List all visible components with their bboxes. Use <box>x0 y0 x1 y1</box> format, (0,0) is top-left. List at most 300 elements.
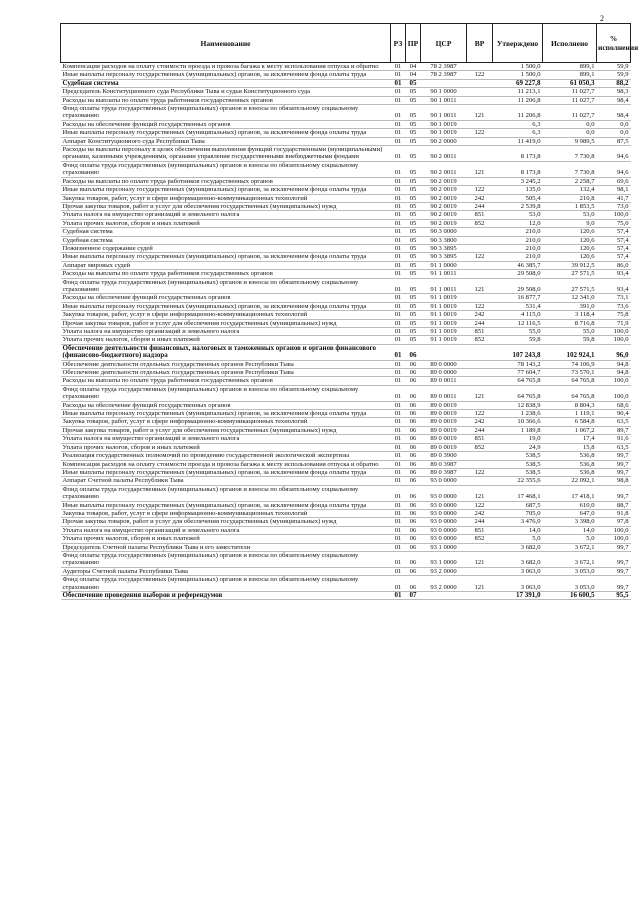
row-csr: 91 1 0019 <box>421 311 467 319</box>
row-rz: 01 <box>391 202 406 210</box>
row-name: Обеспечение деятельности финансовых, налоговых и таможенных органов и органов финансового (финансово-бюджетного) надзора <box>61 344 391 360</box>
row-name: Уплата прочих налогов, сборов и иных платежей <box>61 336 391 344</box>
row-approved: 55,0 <box>493 328 543 336</box>
row-executed: 55,0 <box>543 328 597 336</box>
row-percent: 94,8 <box>597 360 631 368</box>
row-vr: 851 <box>467 435 493 443</box>
row-csr: 89 0 0000 <box>421 369 467 377</box>
row-pr: 06 <box>406 485 421 501</box>
table-row <box>61 443 631 451</box>
row-csr: 93 2 0000 <box>421 576 467 592</box>
row-csr: 93 0 0000 <box>421 501 467 509</box>
row-rz: 01 <box>391 311 406 319</box>
row-percent: 68,6 <box>597 401 631 409</box>
table-row <box>61 477 631 485</box>
row-approved: 210,0 <box>493 236 543 244</box>
row-name: Компенсация расходов на оплату стоимости проезда и провоза багажа к месту использования отпуска и обратно <box>61 460 391 468</box>
row-name: Председатель Конституционного суда Республики Тыва и судьи Конституционного суда <box>61 88 391 96</box>
row-csr: 90 1 0019 <box>421 120 467 128</box>
row-approved: 64 765,8 <box>493 385 543 401</box>
row-approved: 12 838,9 <box>493 401 543 409</box>
row-name: Иные выплаты персоналу государственных (муниципальных) органов, за исключением фонда оплаты труда <box>61 71 391 79</box>
row-approved: 538,5 <box>493 460 543 468</box>
row-executed: 610,0 <box>543 501 597 509</box>
row-vr <box>467 120 493 128</box>
row-executed: 27 571,5 <box>543 270 597 278</box>
row-vr <box>467 236 493 244</box>
table-row <box>61 120 631 128</box>
row-csr <box>421 344 467 360</box>
row-csr: 93 0 0000 <box>421 526 467 534</box>
row-executed: 647,0 <box>543 509 597 517</box>
row-approved: 16 877,7 <box>493 294 543 302</box>
row-csr: 90 2 0019 <box>421 202 467 210</box>
row-pr: 05 <box>406 137 421 145</box>
row-percent: 95,5 <box>597 592 631 600</box>
row-pr: 06 <box>406 385 421 401</box>
row-executed: 1 067,2 <box>543 426 597 434</box>
row-pr: 06 <box>406 344 421 360</box>
table-row <box>61 401 631 409</box>
row-approved: 22 355,6 <box>493 477 543 485</box>
row-pr: 05 <box>406 177 421 185</box>
row-vr <box>467 369 493 377</box>
row-pr: 06 <box>406 551 421 567</box>
row-vr: 121 <box>467 161 493 177</box>
row-executed: 3 672,1 <box>543 543 597 551</box>
row-approved: 17 468,1 <box>493 485 543 501</box>
table-row <box>61 592 631 600</box>
row-pr: 05 <box>406 228 421 236</box>
row-pr: 06 <box>406 567 421 575</box>
row-percent: 94,6 <box>597 146 631 162</box>
row-vr: 244 <box>467 426 493 434</box>
row-pr: 05 <box>406 328 421 336</box>
row-pr: 05 <box>406 129 421 137</box>
row-rz: 01 <box>391 518 406 526</box>
row-approved: 3 476,0 <box>493 518 543 526</box>
row-executed: 6 584,8 <box>543 418 597 426</box>
row-percent: 100,0 <box>597 535 631 543</box>
row-name: Иные выплаты персоналу государственных (муниципальных) органов, за исключением фонда оплаты труда <box>61 186 391 194</box>
row-rz: 01 <box>391 253 406 261</box>
row-csr: 93 2 0000 <box>421 567 467 575</box>
row-executed: 14,0 <box>543 526 597 534</box>
row-name: Уплата прочих налогов, сборов и иных платежей <box>61 535 391 543</box>
row-name: Иные выплаты персоналу государственных (муниципальных) органов, за исключением фонда оплаты труда <box>61 129 391 137</box>
row-csr: 78 2 3987 <box>421 63 467 71</box>
row-percent: 89,7 <box>597 426 631 434</box>
row-name: Расходы на выплаты по оплате труда работников государственных органов <box>61 270 391 278</box>
table-row <box>61 211 631 219</box>
table-row <box>61 105 631 121</box>
row-pr: 05 <box>406 294 421 302</box>
row-csr: 89 0 0019 <box>421 401 467 409</box>
row-approved: 17 391,0 <box>493 592 543 600</box>
row-rz: 01 <box>391 228 406 236</box>
row-rz: 01 <box>391 418 406 426</box>
row-csr: 93 0 0000 <box>421 509 467 517</box>
row-vr: 851 <box>467 328 493 336</box>
row-csr: 89 0 0011 <box>421 385 467 401</box>
row-executed: 391,0 <box>543 302 597 310</box>
row-approved: 210,0 <box>493 228 543 236</box>
row-vr: 121 <box>467 576 493 592</box>
header-pr: ПР <box>406 24 421 63</box>
row-approved: 1 500,0 <box>493 71 543 79</box>
row-name: Уплата налога на имущество организаций и земельного налога <box>61 328 391 336</box>
row-percent: 98,1 <box>597 186 631 194</box>
row-name: Закупка товаров, работ, услуг в сфере информационно-коммуникационных технологий <box>61 311 391 319</box>
row-vr: 122 <box>467 186 493 194</box>
row-percent: 86,0 <box>597 261 631 269</box>
row-csr: 89 0 3987 <box>421 460 467 468</box>
row-executed: 74 106,9 <box>543 360 597 368</box>
row-percent: 91,6 <box>597 435 631 443</box>
row-csr: 89 0 0019 <box>421 435 467 443</box>
row-approved: 505,4 <box>493 194 543 202</box>
row-vr <box>467 360 493 368</box>
row-csr: 89 0 0019 <box>421 443 467 451</box>
row-pr: 07 <box>406 592 421 600</box>
row-rz: 01 <box>391 219 406 227</box>
row-vr <box>467 244 493 252</box>
row-rz: 01 <box>391 261 406 269</box>
row-rz: 01 <box>391 244 406 252</box>
table-row <box>61 319 631 327</box>
row-vr <box>467 228 493 236</box>
row-percent: 94,8 <box>597 369 631 377</box>
row-csr: 90 1 0011 <box>421 105 467 121</box>
row-pr: 06 <box>406 443 421 451</box>
row-executed: 3 053,0 <box>543 576 597 592</box>
row-name: Расходы на обеспечение функций государственных органов <box>61 294 391 302</box>
row-pr: 05 <box>406 96 421 104</box>
row-csr: 89 0 0000 <box>421 360 467 368</box>
table-row <box>61 509 631 517</box>
row-approved: 3 682,0 <box>493 543 543 551</box>
row-pr: 05 <box>406 161 421 177</box>
row-rz: 01 <box>391 452 406 460</box>
row-csr: 93 1 0000 <box>421 551 467 567</box>
row-approved: 11 206,8 <box>493 96 543 104</box>
row-pr: 05 <box>406 88 421 96</box>
row-rz: 01 <box>391 551 406 567</box>
row-executed: 9 989,5 <box>543 137 597 145</box>
table-row <box>61 501 631 509</box>
table-body <box>61 63 631 600</box>
row-vr <box>467 452 493 460</box>
row-rz: 01 <box>391 278 406 294</box>
row-percent: 87,5 <box>597 137 631 145</box>
row-pr: 06 <box>406 509 421 517</box>
row-executed: 536,8 <box>543 452 597 460</box>
row-vr: 122 <box>467 501 493 509</box>
table-row <box>61 418 631 426</box>
row-executed: 9,0 <box>543 219 597 227</box>
row-vr <box>467 88 493 96</box>
row-vr: 851 <box>467 526 493 534</box>
row-pr: 06 <box>406 410 421 418</box>
row-executed: 64 765,8 <box>543 385 597 401</box>
row-pr: 06 <box>406 360 421 368</box>
row-vr: 122 <box>467 253 493 261</box>
row-vr <box>467 592 493 600</box>
row-approved: 29 508,0 <box>493 278 543 294</box>
row-rz: 01 <box>391 468 406 476</box>
table-row <box>61 485 631 501</box>
row-name: Закупка товаров, работ, услуг в сфере информационно-коммуникационных технологий <box>61 418 391 426</box>
row-percent: 57,4 <box>597 244 631 252</box>
row-executed: 2 258,7 <box>543 177 597 185</box>
row-approved: 210,0 <box>493 244 543 252</box>
row-percent: 69,6 <box>597 177 631 185</box>
row-csr: 93 0 0000 <box>421 485 467 501</box>
row-executed: 120,6 <box>543 228 597 236</box>
row-name: Уплата налога на имущество организаций и земельного налога <box>61 435 391 443</box>
row-csr: 89 0 0011 <box>421 377 467 385</box>
row-rz: 01 <box>391 161 406 177</box>
row-percent: 73,6 <box>597 302 631 310</box>
row-pr: 05 <box>406 211 421 219</box>
row-pr: 05 <box>406 186 421 194</box>
row-rz: 01 <box>391 236 406 244</box>
row-vr: 852 <box>467 336 493 344</box>
header-executed: Исполнено <box>543 24 597 63</box>
row-executed: 0,0 <box>543 120 597 128</box>
row-rz: 01 <box>391 485 406 501</box>
row-pr: 05 <box>406 219 421 227</box>
row-rz: 01 <box>391 401 406 409</box>
row-vr: 122 <box>467 410 493 418</box>
row-name: Аппарат Конституционного суда Республики Тыва <box>61 137 391 145</box>
row-name: Иные выплаты персоналу государственных (муниципальных) органов, за исключением фонда оплаты труда <box>61 468 391 476</box>
page-number: 2 <box>600 14 604 23</box>
row-rz: 01 <box>391 369 406 377</box>
row-approved: 53,0 <box>493 211 543 219</box>
row-percent: 73,1 <box>597 294 631 302</box>
row-approved: 5,0 <box>493 535 543 543</box>
row-approved: 11 213,1 <box>493 88 543 96</box>
row-csr: 91 1 0019 <box>421 319 467 327</box>
row-csr: 90 2 0019 <box>421 219 467 227</box>
row-name: Обеспечение проведения выборов и референдумов <box>61 592 391 600</box>
header-percent: % исполнения <box>597 24 631 63</box>
row-name: Уплата налога на имущество организаций и земельного налога <box>61 526 391 534</box>
row-vr: 121 <box>467 551 493 567</box>
row-vr: 242 <box>467 311 493 319</box>
row-name: Прочая закупка товаров, работ и услуг для обеспечения государственных (муниципальных) нужд <box>61 202 391 210</box>
row-approved: 3 063,0 <box>493 567 543 575</box>
row-csr: 89 0 0019 <box>421 410 467 418</box>
row-executed: 102 924,1 <box>543 344 597 360</box>
row-percent: 98,3 <box>597 88 631 96</box>
row-rz: 01 <box>391 294 406 302</box>
row-approved: 24,9 <box>493 443 543 451</box>
row-approved: 12 116,5 <box>493 319 543 327</box>
row-vr: 852 <box>467 443 493 451</box>
row-percent: 75,8 <box>597 311 631 319</box>
row-rz: 01 <box>391 567 406 575</box>
row-pr: 05 <box>406 79 421 87</box>
row-executed: 11 027,7 <box>543 88 597 96</box>
row-name: Аппарат мировых судей <box>61 261 391 269</box>
row-percent: 99,7 <box>597 543 631 551</box>
row-csr: 90 2 0019 <box>421 177 467 185</box>
row-pr: 06 <box>406 518 421 526</box>
row-executed: 7 730,8 <box>543 161 597 177</box>
row-pr: 06 <box>406 477 421 485</box>
table-row <box>61 79 631 87</box>
row-name: Фонд оплаты труда государственных (муниципальных) органов и взносы по обязательному социальному страхованию <box>61 105 391 121</box>
row-executed: 536,8 <box>543 468 597 476</box>
row-executed: 17 418,1 <box>543 485 597 501</box>
header-rz: РЗ <box>391 24 406 63</box>
row-name: Прочая закупка товаров, работ и услуг для обеспечения государственных (муниципальных) нужд <box>61 518 391 526</box>
row-csr: 91 1 0000 <box>421 261 467 269</box>
row-approved: 6,3 <box>493 120 543 128</box>
row-percent: 59,9 <box>597 63 631 71</box>
row-approved: 14,0 <box>493 526 543 534</box>
row-name: Уплата прочих налогов, сборов и иных платежей <box>61 219 391 227</box>
row-approved: 8 173,8 <box>493 146 543 162</box>
row-rz: 01 <box>391 71 406 79</box>
row-name: Прочая закупка товаров, работ и услуг для обеспечения государственных (муниципальных) нужд <box>61 426 391 434</box>
row-approved: 64 765,8 <box>493 377 543 385</box>
row-name: Судебная система <box>61 79 391 87</box>
header-vr: ВР <box>467 24 493 63</box>
row-vr <box>467 96 493 104</box>
row-name: Иные выплаты персоналу государственных (муниципальных) органов, за исключением фонда оплаты труда <box>61 302 391 310</box>
row-vr: 244 <box>467 319 493 327</box>
row-csr <box>421 592 467 600</box>
row-approved: 210,0 <box>493 253 543 261</box>
row-csr: 90 1 0019 <box>421 129 467 137</box>
row-vr <box>467 270 493 278</box>
row-csr: 90 3 0000 <box>421 228 467 236</box>
table-row <box>61 426 631 434</box>
row-approved: 1 189,8 <box>493 426 543 434</box>
row-approved: 2 539,8 <box>493 202 543 210</box>
row-csr: 89 0 0019 <box>421 418 467 426</box>
row-name: Пожизненное содержание судей <box>61 244 391 252</box>
row-rz: 01 <box>391 385 406 401</box>
table-row <box>61 302 631 310</box>
row-vr: 122 <box>467 129 493 137</box>
row-approved: 11 419,0 <box>493 137 543 145</box>
row-rz: 01 <box>391 270 406 278</box>
row-executed: 64 765,8 <box>543 377 597 385</box>
table-header <box>61 24 639 63</box>
row-pr: 06 <box>406 576 421 592</box>
row-executed: 132,4 <box>543 186 597 194</box>
row-csr: 91 1 0019 <box>421 302 467 310</box>
row-vr <box>467 79 493 87</box>
row-vr <box>467 460 493 468</box>
row-vr: 122 <box>467 71 493 79</box>
row-vr: 242 <box>467 418 493 426</box>
row-rz: 01 <box>391 336 406 344</box>
row-name: Расходы на выплаты персоналу в целях обеспечения выполнения функций государственными (муниципальными) органами, казенными учреждениями, органами управления государственными внебюджетными фондами <box>61 146 391 162</box>
row-rz: 01 <box>391 344 406 360</box>
row-executed: 61 050,3 <box>543 79 597 87</box>
row-executed: 11 027,7 <box>543 96 597 104</box>
row-pr: 05 <box>406 253 421 261</box>
row-approved: 69 227,8 <box>493 79 543 87</box>
row-percent: 99,7 <box>597 460 631 468</box>
table-row <box>61 219 631 227</box>
row-executed: 17,4 <box>543 435 597 443</box>
table-row <box>61 88 631 96</box>
row-pr: 05 <box>406 236 421 244</box>
row-name: Закупка товаров, работ, услуг в сфере информационно-коммуникационных технологий <box>61 509 391 517</box>
table-row <box>61 236 631 244</box>
table-row <box>61 294 631 302</box>
row-executed: 7 730,8 <box>543 146 597 162</box>
row-approved: 78 143,2 <box>493 360 543 368</box>
row-rz: 01 <box>391 302 406 310</box>
row-approved: 687,5 <box>493 501 543 509</box>
table-row <box>61 377 631 385</box>
row-approved: 135,0 <box>493 186 543 194</box>
row-executed: 11 027,7 <box>543 105 597 121</box>
row-rz: 01 <box>391 410 406 418</box>
row-executed: 899,1 <box>543 71 597 79</box>
row-csr: 90 2 0019 <box>421 194 467 202</box>
row-csr: 91 1 0019 <box>421 328 467 336</box>
table-row <box>61 270 631 278</box>
row-percent: 99,7 <box>597 485 631 501</box>
row-executed: 210,8 <box>543 194 597 202</box>
table-row <box>61 385 631 401</box>
row-percent: 90,4 <box>597 410 631 418</box>
row-executed: 5,0 <box>543 535 597 543</box>
row-rz: 01 <box>391 79 406 87</box>
table-row <box>61 177 631 185</box>
row-approved: 3 063,0 <box>493 576 543 592</box>
row-vr <box>467 401 493 409</box>
row-csr: 90 2 0011 <box>421 146 467 162</box>
table-row <box>61 146 631 162</box>
table-row <box>61 137 631 145</box>
table-row <box>61 576 631 592</box>
table-row <box>61 344 631 360</box>
row-approved: 538,5 <box>493 468 543 476</box>
row-rz: 01 <box>391 509 406 517</box>
row-percent: 99,7 <box>597 551 631 567</box>
row-vr: 852 <box>467 219 493 227</box>
row-rz: 01 <box>391 592 406 600</box>
row-executed: 27 571,5 <box>543 278 597 294</box>
row-name: Уплата прочих налогов, сборов и иных платежей <box>61 443 391 451</box>
row-name: Расходы на выплаты по оплате труда работников государственных органов <box>61 96 391 104</box>
row-csr: 93 1 0000 <box>421 543 467 551</box>
row-approved: 1 238,6 <box>493 410 543 418</box>
row-name: Расходы на обеспечение функций государственных органов <box>61 120 391 128</box>
row-executed: 536,8 <box>543 460 597 468</box>
row-percent: 97,8 <box>597 518 631 526</box>
row-percent: 91,8 <box>597 509 631 517</box>
row-percent: 75,0 <box>597 219 631 227</box>
table-row <box>61 526 631 534</box>
row-executed: 59,8 <box>543 336 597 344</box>
row-rz: 01 <box>391 360 406 368</box>
row-executed: 3 398,0 <box>543 518 597 526</box>
row-percent: 71,9 <box>597 319 631 327</box>
row-executed: 3 118,4 <box>543 311 597 319</box>
row-vr: 122 <box>467 302 493 310</box>
row-percent: 100,0 <box>597 526 631 534</box>
